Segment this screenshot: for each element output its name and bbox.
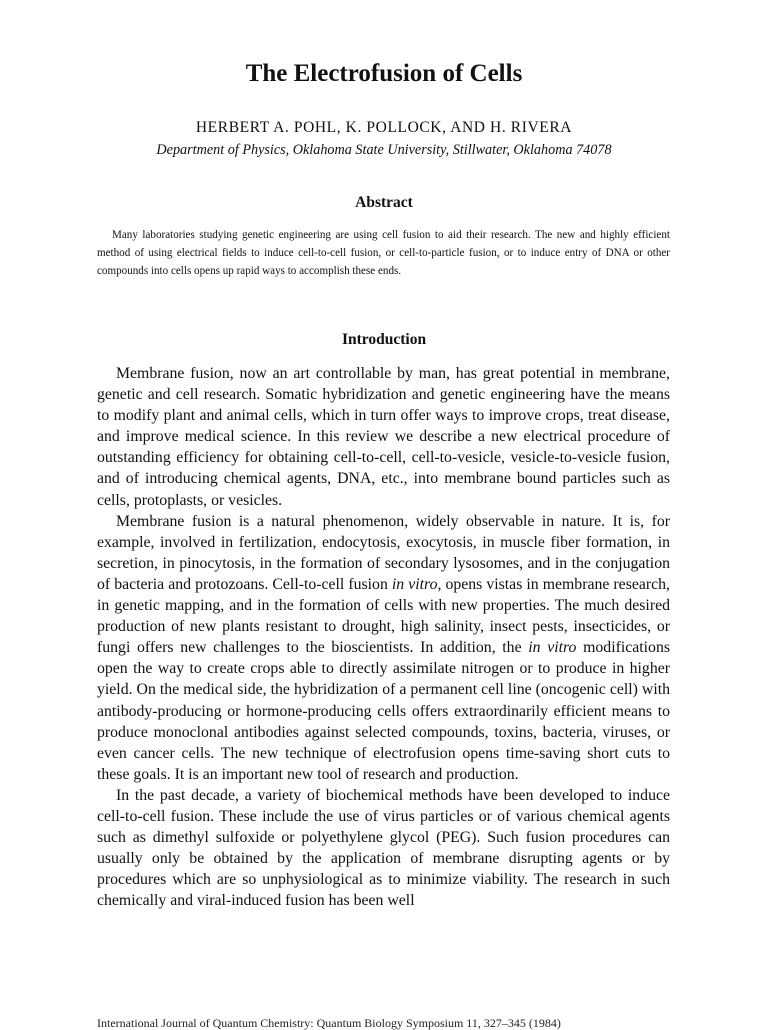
- paragraph-2-part-b: opens vistas in membrane research, in genetic mapping, and in the formation of cells with new properties. The much desired production of new plants resistant to drought, high salinity, insect pests, insecticides, or fungi offers new challenges to the bioscientists. In addition, the: [97, 575, 670, 657]
- paragraph-2: [97, 511, 670, 785]
- journal-citation-footer: International Journal of Quantum Chemistry: Quantum Biology Symposium 11, 327–345 (1984): [97, 1016, 561, 1030]
- author-list: HERBERT A. POHL, K. POLLOCK, AND H. RIVERA: [195, 119, 573, 136]
- author-affiliation: Department of Physics, Oklahoma State University, Stillwater, Oklahoma 74078: [156, 142, 612, 158]
- paper-title: The Electrofusion of Cells: [245, 60, 523, 87]
- italic-in-vitro-1: in vitro,: [391, 575, 442, 593]
- introduction-heading: Introduction: [341, 331, 427, 348]
- abstract-text: Many laboratories studying genetic engineering are using cell fusion to aid their research. The new and highly efficient method of using electrical fields to induce cell-to-cell fusion, or cell-to-particle fusion, or to induce entry of DNA or other compounds into cells opens up rapid ways to accomplish these ends.: [97, 229, 670, 278]
- paragraph-3: In the past decade, a variety of biochemical methods have been developed to induce cell-to-cell fusion. These include the use of virus particles or of various chemical agents such as dimethyl sulfoxide or polyethylene glycol (PEG). Such fusion procedures can usually only be obtained by the application of membrane disrupting agents or by procedures which are so unphysiological as to minimize viability. The research in such chemically and viral-induced fusion has been well: [97, 786, 670, 910]
- paragraph-1: Membrane fusion, now an art controllable by man, has great potential in membrane, genetic and cell research. Somatic hybridization and genetic engineering have the means to modify plant and animal cells, which in turn offer ways to improve crops, treat disease, and improve medical science. In this review we describe a new electrical procedure of outstanding efficiency for obtaining cell-to-cell, cell-to-vesicle, vesicle-to-vesicle fusion, and of introducing chemical agents, DNA, etc., into membrane bound particles such as cells, protoplasts, or vesicles.: [97, 365, 670, 509]
- paragraph-2-part-c: modifications open the way to create crops able to directly assimilate nitrogen or to produce in higher yield. On the medical side, the hybridization of a permanent cell line (oncogenic cell) with antibody-producing or hormone-producing cells offers extraordinarily efficient means to produce monoclonal antibodies against selected compounds, toxins, bacteria, viruses, or even cancer cells. The new technique of electrofusion opens time-saving short cuts to these goals. It is an important new tool of research and production.: [97, 639, 670, 783]
- abstract-heading: Abstract: [355, 194, 413, 211]
- introduction-body: [97, 363, 670, 911]
- paragraph-2-part-a: Membrane fusion is a natural phenomenon, widely observable in nature. It is, for example, involved in fertilization, endocytosis, exocytosis, in muscle fiber formation, in secretion, in pinocytosis, in the formation of secondary lysosomes, and in the conjugation of bacteria and protozoans. Cell-to-cell fusion: [97, 512, 670, 593]
- italic-in-vitro-2: in vitro: [528, 639, 577, 657]
